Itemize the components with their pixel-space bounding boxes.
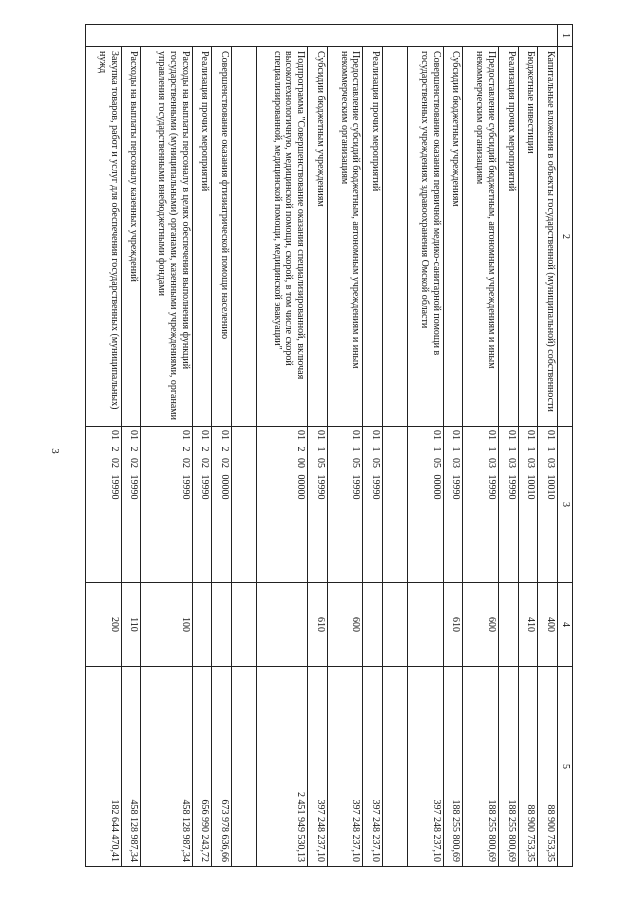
row-name: Реализация прочих мероприятий (498, 47, 518, 427)
row-sum: 397 248 237,10 (408, 667, 443, 867)
row-code: 01 1 05 00000 (408, 427, 443, 583)
row-code: 01 2 02 00000 (212, 427, 232, 583)
row-code: 01 2 02 19990 (121, 427, 141, 583)
header-col-1: 1 (558, 25, 573, 47)
row-sum: 397 248 237,10 (327, 667, 362, 867)
row-number-cell (86, 25, 558, 47)
table-row (518, 25, 538, 867)
table-row (308, 25, 328, 867)
row-kvr: 100 (141, 583, 192, 667)
table-row (192, 25, 212, 867)
table-row (538, 25, 558, 867)
row-code: 01 1 05 19990 (363, 427, 383, 583)
header-col-2: 2 (558, 47, 573, 427)
budget-table (85, 24, 573, 867)
row-name: Предоставление субсидий бюджетным, автономным учреждениям и иным некоммерческим организациям (463, 47, 498, 427)
table-row (212, 25, 232, 867)
row-sum: 88 900 753,35 (538, 667, 558, 867)
row-name: Совершенствование оказания первичной медико-санитарной помощи в государственных учреждениях здравоохранения Омской области (408, 47, 443, 427)
table-row (141, 25, 192, 867)
row-code: 01 2 02 19990 (141, 427, 192, 583)
table-row (121, 25, 141, 867)
table-row (86, 25, 122, 867)
row-sum: 458 128 987,34 (121, 667, 141, 867)
header-col-3: 3 (558, 427, 573, 583)
row-kvr: 600 (463, 583, 498, 667)
table-row (443, 25, 463, 867)
row-sum: 673 978 636,66 (212, 667, 232, 867)
row-kvr (212, 583, 232, 667)
row-kvr: 200 (86, 583, 122, 667)
row-name: Субсидии бюджетным учреждениям (308, 47, 328, 427)
row-name: Закупка товаров, работ и услуг для обеспечения государственных (муниципальных) нужд (86, 47, 122, 427)
row-sum: 88 900 753,35 (518, 667, 538, 867)
row-code: 01 1 03 10010 (538, 427, 558, 583)
row-kvr: 610 (308, 583, 328, 667)
header-row (558, 25, 573, 867)
row-sum: 188 255 800,69 (463, 667, 498, 867)
row-sum: 2 451 949 530,13 (256, 667, 307, 867)
header-col-5: 5 (558, 667, 573, 867)
row-kvr: 400 (538, 583, 558, 667)
row-code: 01 1 03 19990 (463, 427, 498, 583)
row-name: Субсидии бюджетным учреждениям (443, 47, 463, 427)
table-spacer-row (231, 25, 256, 867)
table-row (327, 25, 362, 867)
row-name: Расходы на выплаты персоналу казенных учреждений (121, 47, 141, 427)
row-kvr: 410 (518, 583, 538, 667)
row-sum: 656 990 243,72 (192, 667, 212, 867)
row-code: 01 2 02 19990 (192, 427, 212, 583)
row-sum: 188 255 800,69 (498, 667, 518, 867)
row-kvr: 110 (121, 583, 141, 667)
table-row (498, 25, 518, 867)
row-kvr (192, 583, 212, 667)
row-kvr (363, 583, 383, 667)
table-row (256, 25, 307, 867)
header-col-4: 4 (558, 583, 573, 667)
row-name: Совершенствование оказания фтизиатрической помощи населению (212, 47, 232, 427)
row-kvr (256, 583, 307, 667)
rotated-page (85, 24, 573, 866)
row-name: Капитальные вложения в объекты государственной (муниципальной) собственности (538, 47, 558, 427)
table-spacer-row (383, 25, 408, 867)
row-code: 01 1 03 19990 (443, 427, 463, 583)
row-code: 01 1 03 10010 (518, 427, 538, 583)
table-row (408, 25, 443, 867)
row-kvr (408, 583, 443, 667)
row-code: 01 2 00 00000 (256, 427, 307, 583)
row-sum: 182 644 470,41 (86, 667, 122, 867)
row-sum: 397 248 237,10 (308, 667, 328, 867)
table-row (363, 25, 383, 867)
page-number: 3 (48, 448, 61, 454)
row-code: 01 1 05 19990 (327, 427, 362, 583)
row-kvr: 610 (443, 583, 463, 667)
row-code: 01 2 02 19990 (86, 427, 122, 583)
row-sum: 188 255 800,69 (443, 667, 463, 867)
row-sum: 458 128 987,34 (141, 667, 192, 867)
row-name: Расходы на выплаты персоналу в целях обеспечения выполнения функций государственными (муниципальными) органами, казенными учреждениями, органами управления государственными внебюджетными фондами (141, 47, 192, 427)
row-name: Подпрограмма "Совершенствование оказания специализированной, включая высокотехнологичную, медицинской помощи, скорой, в том числе скорой специализированной, медицинской помощи, медицинской эвакуации" (256, 47, 307, 427)
row-name: Предоставление субсидий бюджетным, автономным учреждениям и иным некоммерческим организациям (327, 47, 362, 427)
row-sum: 397 248 237,10 (363, 667, 383, 867)
row-code: 01 1 05 19990 (308, 427, 328, 583)
row-kvr (498, 583, 518, 667)
table-row (463, 25, 498, 867)
row-name: Реализация прочих мероприятий (363, 47, 383, 427)
row-name: Реализация прочих мероприятий (192, 47, 212, 427)
row-code: 01 1 03 19990 (498, 427, 518, 583)
row-name: Бюджетные инвестиции (518, 47, 538, 427)
row-kvr: 600 (327, 583, 362, 667)
